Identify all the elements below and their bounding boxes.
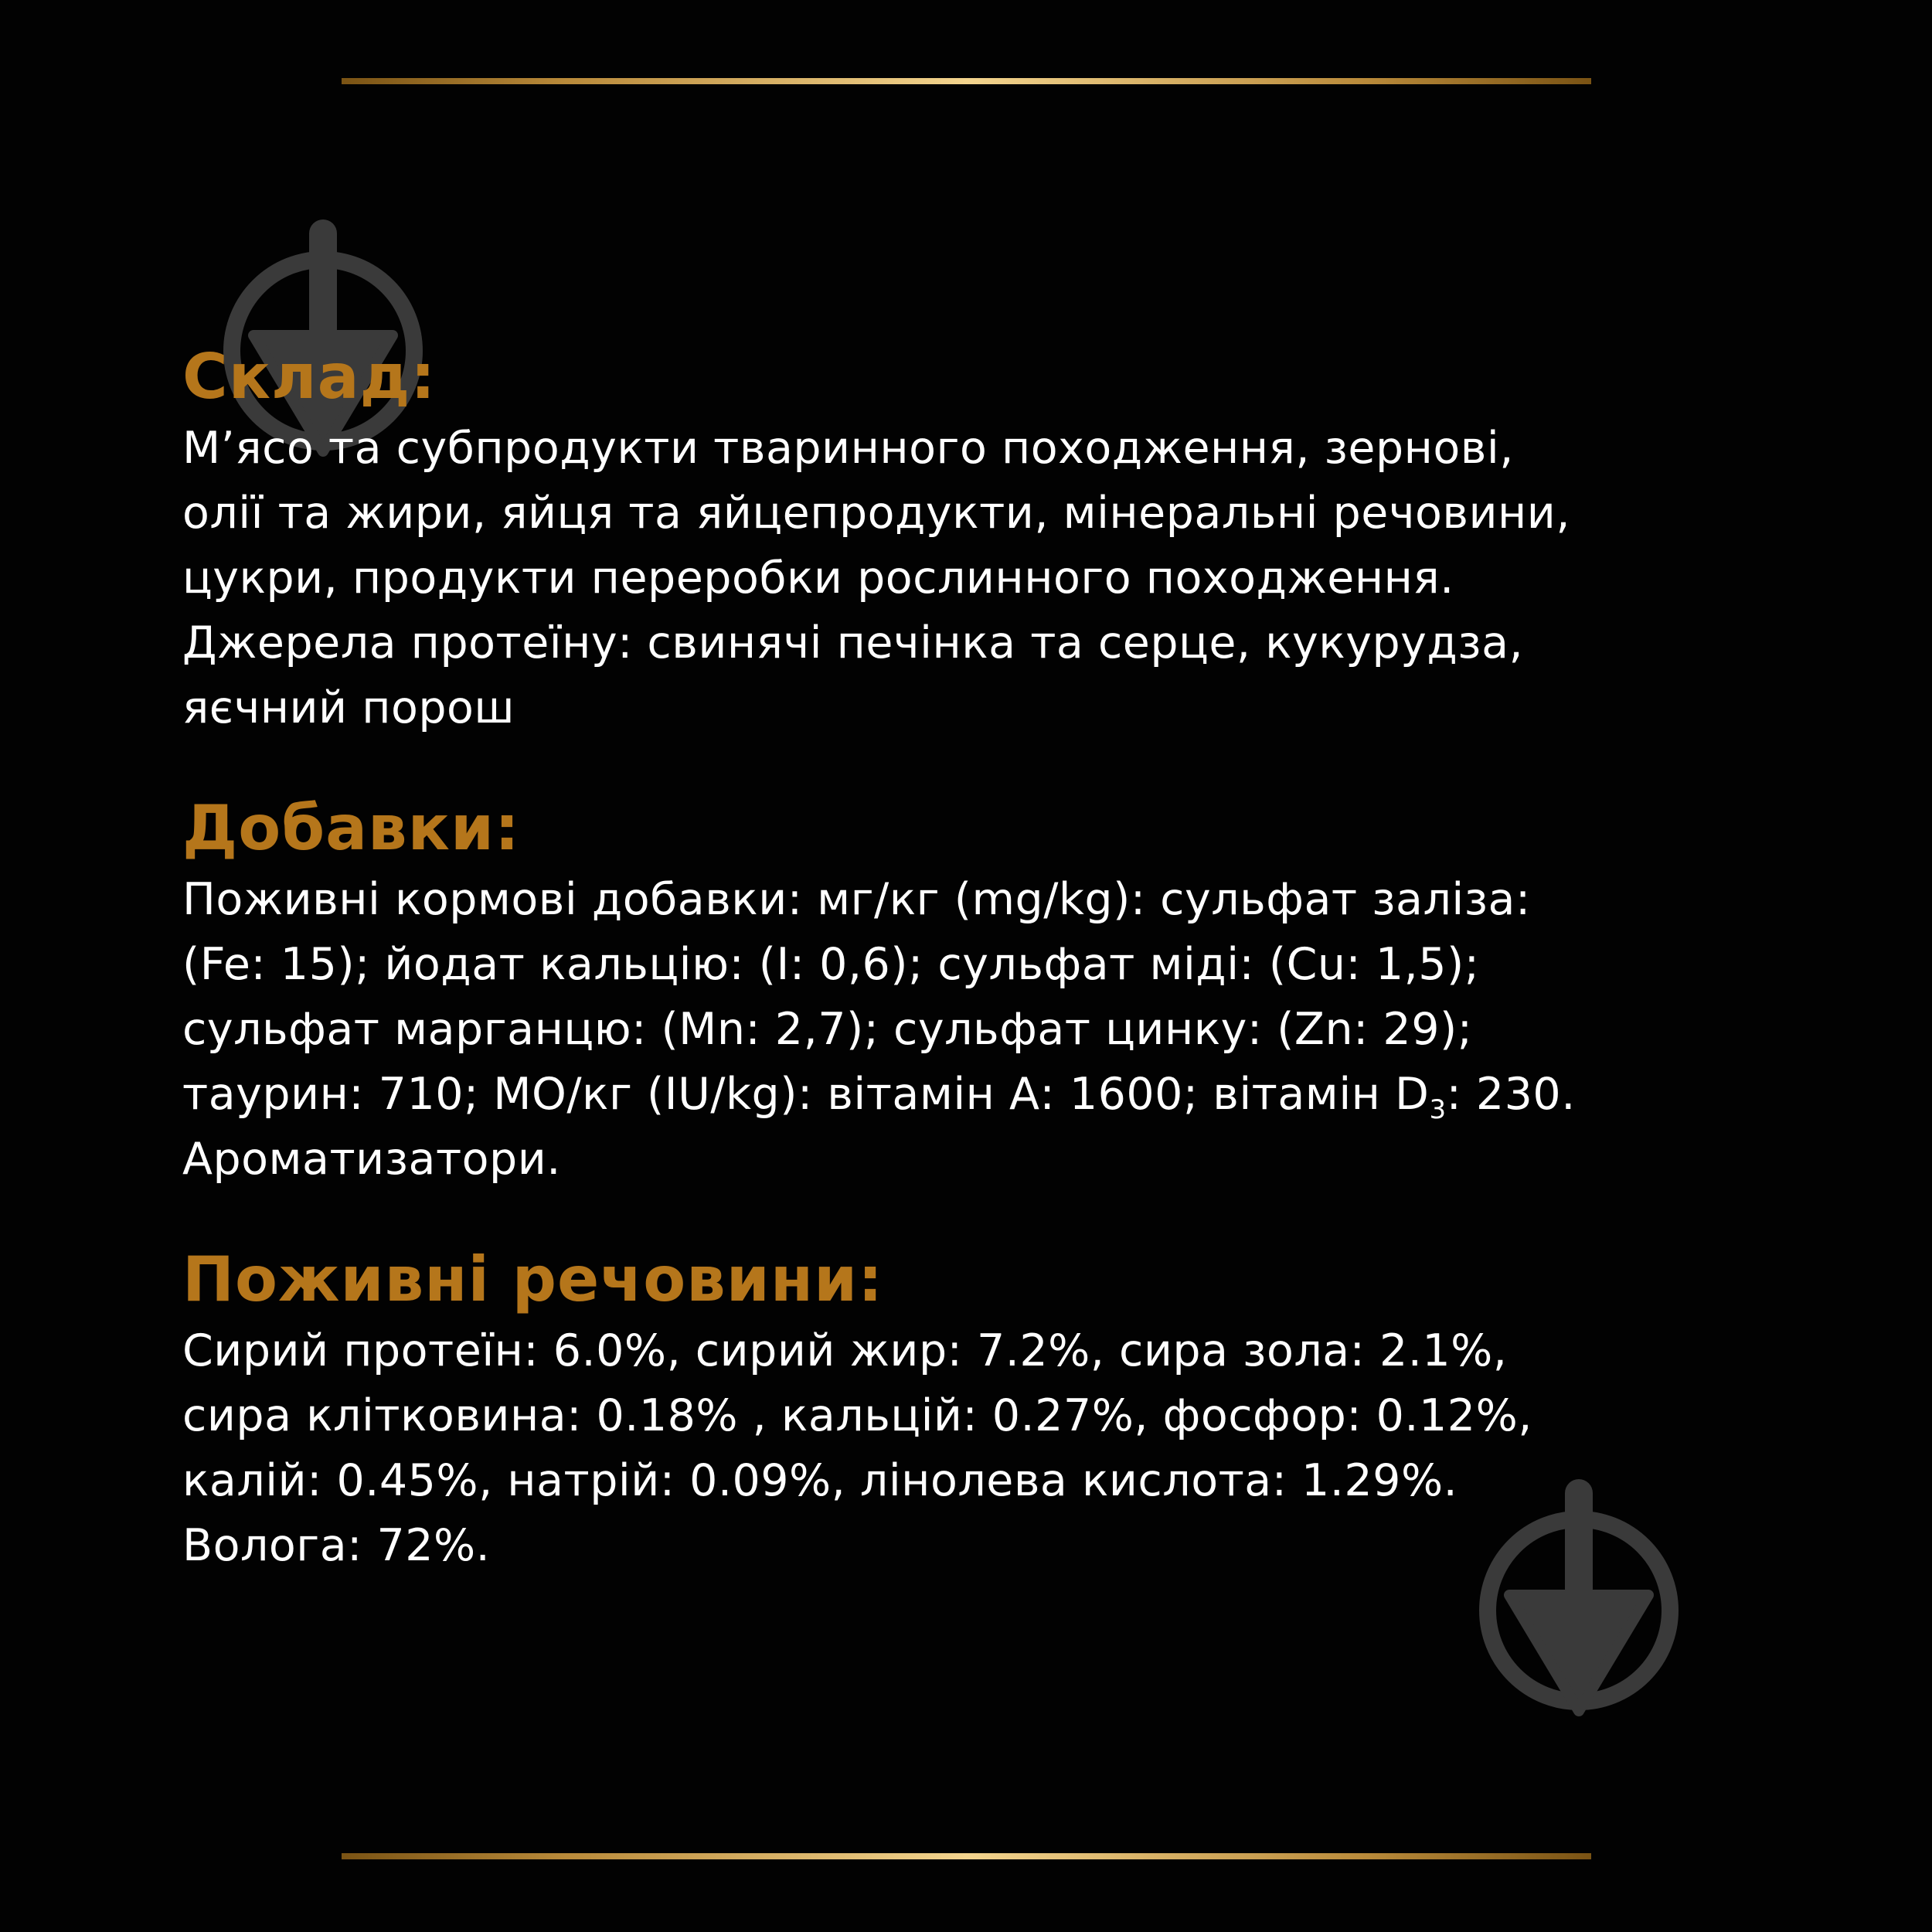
top-gold-divider [342, 78, 1591, 84]
additives-line [182, 1062, 1774, 1127]
additives-section [182, 791, 1774, 1192]
additives-line: сульфат марганцю: (Mn: 2,7); сульфат цинку: (Zn: 29); [182, 1004, 1473, 1055]
nutrients-line: Волога: 72%. [182, 1520, 491, 1571]
nutrients-line: калій: 0.45%, натрій: 0.09%, лінолева кислота: 1.29%. [182, 1455, 1458, 1506]
additives-line-text: : 230. [1446, 1069, 1576, 1120]
composition-line: Джерела протеїну: свинячі печінка та серце, кукурудза, [182, 617, 1524, 668]
ingredients-content [182, 340, 1774, 1629]
nutrients-heading: Поживні речовини: [182, 1243, 884, 1315]
composition-line: М’ясо та субпродукти тваринного походження, зернові, [182, 423, 1514, 474]
composition-section [182, 340, 1774, 740]
composition-text [182, 416, 1774, 740]
composition-line: яєчний порош [182, 682, 515, 733]
additives-line: (Fe: 15); йодат кальцію: (I: 0,6); сульфат міді: (Cu: 1,5); [182, 939, 1480, 990]
nutrients-line: Сирий протеїн: 6.0%, сирий жир: 7.2%, сира зола: 2.1%, [182, 1325, 1508, 1376]
nutrients-text [182, 1318, 1774, 1578]
additives-text [182, 867, 1774, 1192]
additives-line: Поживні кормові добавки: мг/кг (mg/kg): сульфат заліза: [182, 874, 1531, 925]
composition-line: олії та жири, яйця та яйцепродукти, мінеральні речовини, [182, 488, 1570, 539]
vitamin-d-subscript: 3 [1429, 1094, 1447, 1125]
additives-line-text: таурин: 710; МО/кг (IU/kg): вітамін А: 1600; вітамін D [182, 1069, 1430, 1120]
nutrients-line: сира клітковина: 0.18% , кальцій: 0.27%, фосфор: 0.12%, [182, 1390, 1532, 1441]
bottom-gold-divider [342, 1853, 1591, 1859]
nutrients-section [182, 1243, 1774, 1578]
composition-heading: Склад: [182, 341, 437, 413]
additives-heading: Добавки: [182, 792, 521, 864]
additives-line: Ароматизатори. [182, 1134, 561, 1185]
composition-line: цукри, продукти переробки рослинного походження. [182, 553, 1454, 604]
